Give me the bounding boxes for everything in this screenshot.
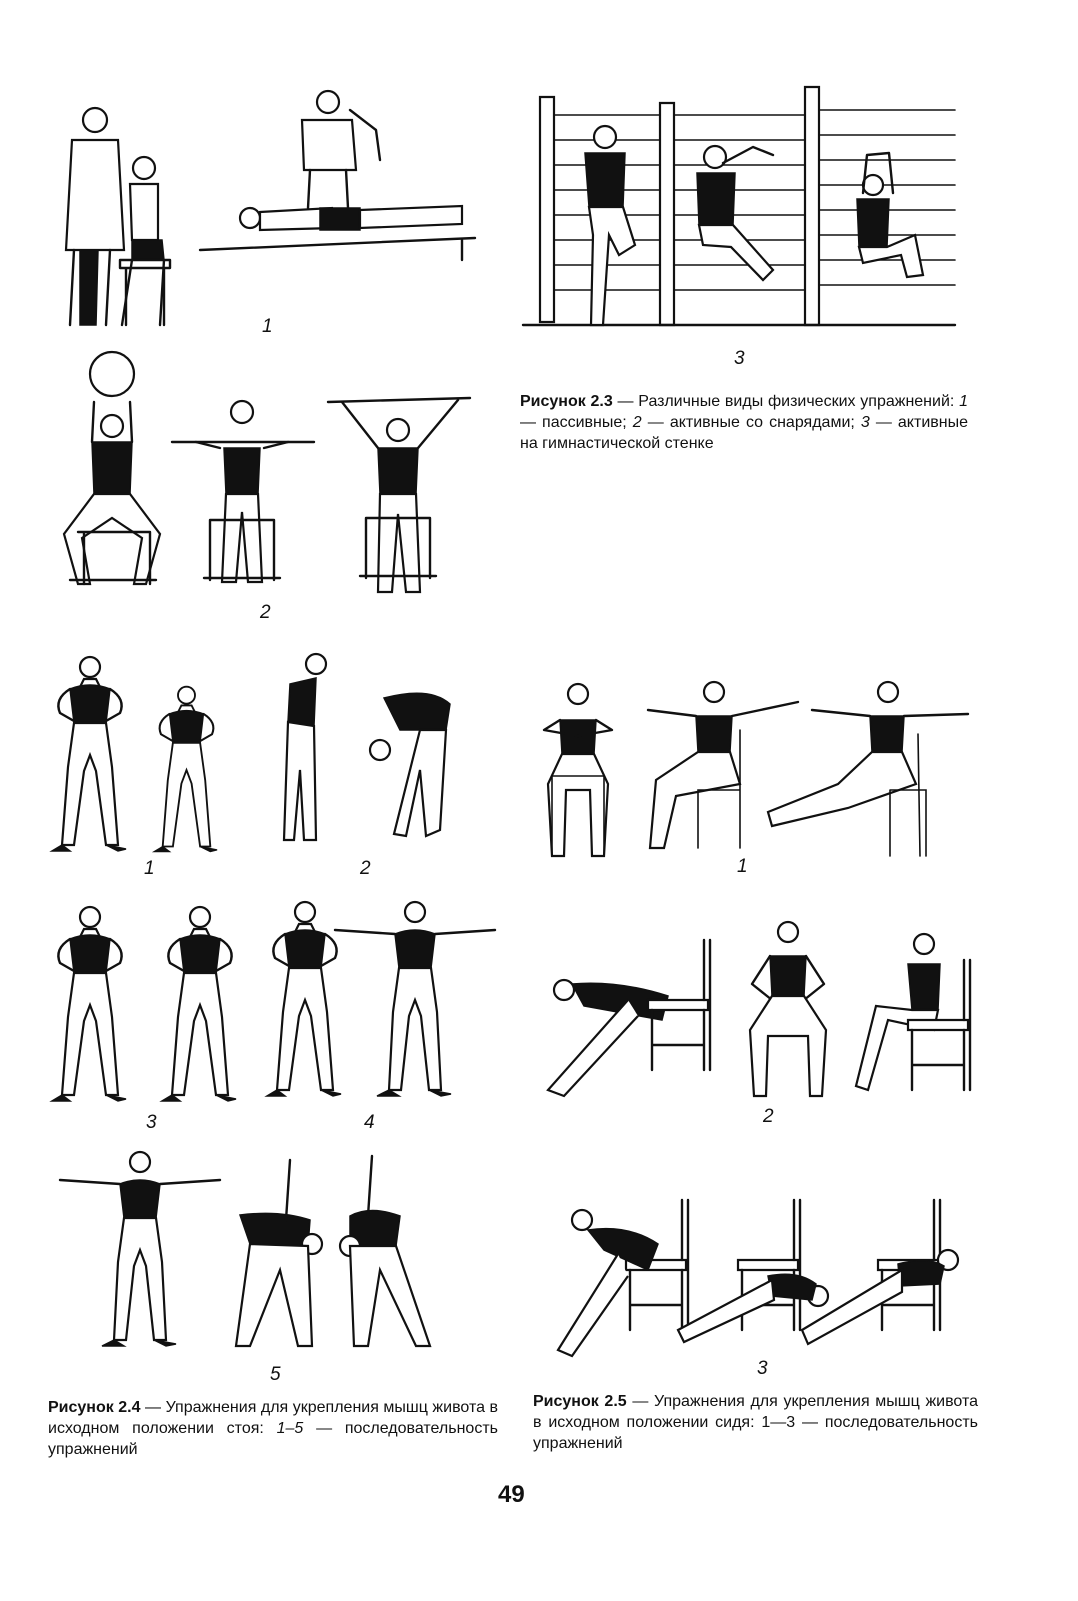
fig-2-5-label-3: 3 [757, 1358, 768, 1379]
fig-2-3-label-3: 3 [734, 348, 745, 369]
fig-2-4-caption-text-b: — последовательность упражнений [48, 1420, 498, 1458]
fig-2-4-caption-range: 1–5 [276, 1420, 304, 1437]
fig-2-3-label-2: 2 [260, 602, 271, 623]
fig-2-3-1-lying-patient-illustration [200, 90, 480, 260]
fig-2-4-2-bending-figures [270, 650, 470, 855]
fig-2-3-caption [520, 391, 968, 454]
fig-2-4-label-2: 2 [360, 858, 371, 879]
fig-2-3-3-wall-bars-illustration [523, 85, 958, 340]
fig-2-4-label-3: 3 [146, 1112, 157, 1133]
fig-2-3-2-apparatus-illustration [60, 352, 480, 602]
fig-2-4-4-arms-figures [255, 900, 495, 1105]
fig-2-4-1-standing-figures [40, 655, 250, 860]
fig-2-3-label-1: 1 [262, 316, 273, 337]
fig-2-4-caption-title: Рисунок 2.4 [48, 1399, 141, 1416]
fig-2-5-caption-title: Рисунок 2.5 [533, 1393, 627, 1410]
fig-2-5-2-seated-bend-figures [528, 920, 973, 1105]
fig-2-3-caption-text-a: — Различные виды физических упражнений: [612, 393, 960, 410]
fig-2-5-3-reclining-figures [528, 1200, 978, 1365]
fig-2-4-caption-text-a: — Упражнения для укрепления мышц живота в исходном положении стоя: [48, 1399, 499, 1437]
fig-2-3-caption-n2: 2 [632, 414, 642, 431]
fig-2-4-label-1: 1 [144, 858, 155, 879]
fig-2-5-label-1: 1 [737, 856, 748, 877]
fig-2-5-caption [533, 1391, 978, 1454]
fig-2-3-caption-title: Рисунок 2.3 [520, 393, 613, 410]
fig-2-3-caption-text-c: — активные со снарядами; [641, 414, 861, 431]
fig-2-3-caption-text-d: — активные на гимнастической стенке [520, 414, 968, 452]
fig-2-5-1-seated-arms-figures [528, 680, 973, 865]
fig-2-3-1-doctor-patient-illustration [40, 100, 180, 330]
fig-2-3-caption-n1: 1 [959, 393, 969, 410]
fig-2-3-caption-text-b: — пассивные; [520, 414, 633, 431]
fig-2-4-caption [48, 1397, 498, 1460]
fig-2-4-label-5: 5 [270, 1364, 281, 1385]
fig-2-3-caption-n3: 3 [860, 414, 870, 431]
page-number: 49 [498, 1481, 525, 1508]
fig-2-4-label-4: 4 [364, 1112, 375, 1133]
fig-2-5-label-2: 2 [763, 1106, 774, 1127]
fig-2-5-caption-text: — Упражнения для укрепления мышц живота в исходном положении сидя: 1—3 — последовательность упражнений [533, 1393, 979, 1452]
fig-2-4-3-side-bend-figures [40, 905, 250, 1110]
fig-2-4-5-twist-figures [50, 1150, 450, 1350]
